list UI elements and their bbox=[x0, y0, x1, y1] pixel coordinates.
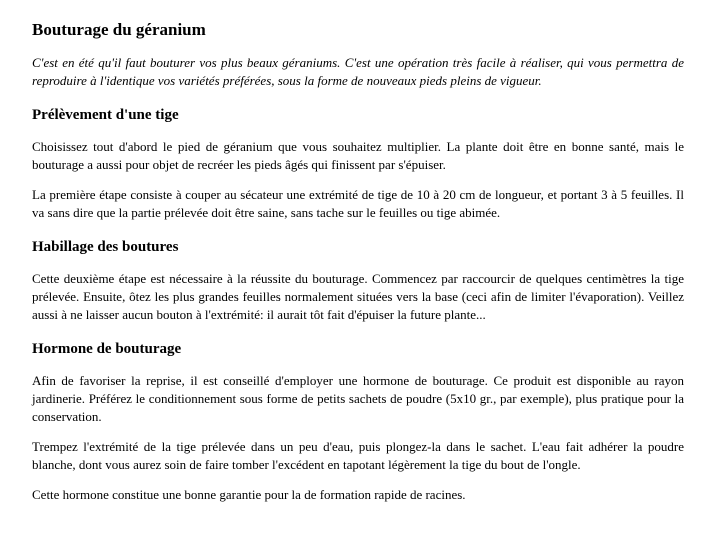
section-heading-habillage: Habillage des boutures bbox=[32, 239, 179, 256]
section-paragraph: La première étape consiste à couper au sécateur une extrémité de tige de 10 à 20 cm de longueur, et portant 3 à 5 feuilles. Il va sans dire que la partie prélevée doit être saine, sans tache sur le feuilles ou tige abimée. bbox=[32, 187, 684, 221]
section-paragraph: Cette hormone constitue une bonne garantie pour la de formation rapide de racines. bbox=[32, 487, 466, 503]
section-heading-prelevement: Prélèvement d'une tige bbox=[32, 107, 179, 124]
section-paragraph: Choisissez tout d'abord le pied de géranium que vous souhaitez multiplier. La plante doit être en bonne santé, mais le bouturage a aussi pour objet de recréer les pieds âgés qui finissent par s'épuiser. bbox=[32, 139, 684, 173]
page-title: Bouturage du géranium bbox=[32, 20, 206, 39]
section-paragraph: Cette deuxième étape est nécessaire à la réussite du bouturage. Commencez par raccourcir de quelques centimètres la tige prélevée. Ensuite, ôtez les plus grandes feuilles normalement situées vers la base (ceci afin de limiter l'évaporation). Veillez aussi à ne laisser aucun bouton à l'extrémité: il aurait tôt fait d'épuiser la future plante... bbox=[32, 271, 684, 323]
section-paragraph: Trempez l'extrémité de la tige prélevée dans un peu d'eau, puis plongez-la dans le sachet. L'eau fait adhérer la poudre blanche, dont vous aurez soin de faire tomber l'excédent en tapotant légèrement la tige du bout de l'ongle. bbox=[32, 439, 684, 473]
document-page bbox=[32, 20, 684, 516]
section-heading-hormone: Hormone de bouturage bbox=[32, 341, 182, 358]
intro-paragraph: C'est en été qu'il faut bouturer vos plus beaux géraniums. C'est une opération très facile à réaliser, qui vous permettra de reproduire à l'identique vos variétés préférées, sous la forme de nouveaux pieds pleins de vigueur. bbox=[32, 55, 684, 89]
section-paragraph: Afin de favoriser la reprise, il est conseillé d'employer une hormone de bouturage. Ce produit est disponible au rayon jardinerie. Préférez le conditionnement sous forme de petits sachets de poudre (5x10 gr., par exemple), plus pratique pour la conservation. bbox=[32, 373, 684, 425]
